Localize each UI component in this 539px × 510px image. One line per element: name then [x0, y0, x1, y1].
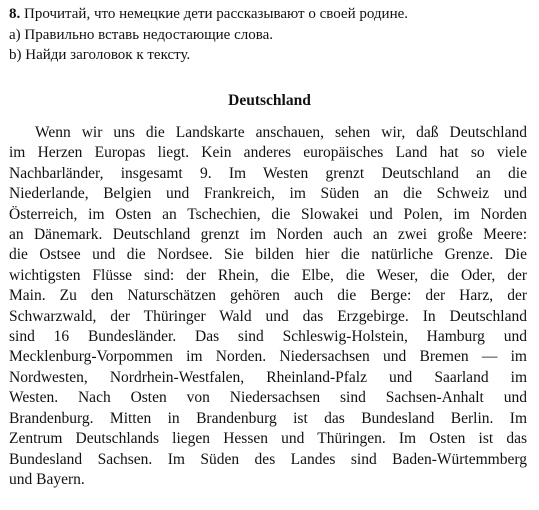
article-line: Niederlande, Belgien und Frankreich, im Süden an die Schweiz und [9, 185, 527, 203]
article-body [9, 123, 527, 490]
article-line: Bundesland Sachsen. Im Süden des Landes sind Baden-Würtemmberg [9, 450, 527, 468]
article-line: Westen. Nach Osten von Niedersachsen sind Sachsen-Anhalt und [9, 389, 527, 407]
article-line: Mecklenburg-Vorpommen im Norden. Niedersachsen und Bremen — im [9, 348, 527, 366]
article-line: Nachbarländer, insgesamt 9. Im Westen grenzt Deutschland an die [9, 164, 527, 182]
article-line: an Dänemark. Deutschland grenzt im Norden auch an zwei große Meere: [9, 226, 527, 244]
article-title: Deutschland [228, 92, 311, 109]
article-line: Österreich, im Osten an Tschechien, die Slowakei und Polen, im Norden [9, 205, 527, 223]
article-line: wichtigsten Flüsse sind: der Rhein, die Elbe, die Weser, die Oder, der [9, 266, 527, 284]
article-line: Schwarzwald, der Thüringer Wald und das Erzgebirge. In Deutschland [9, 307, 527, 325]
task-part-b: b) Найди заголовок к тексту. [9, 47, 191, 63]
task-part-a: а) Правильно вставь недостающие слова. [9, 26, 274, 43]
article-line: Wenn wir uns die Landskarte anschauen, sehen wir, daß Deutschland [35, 124, 527, 141]
article-line: Nordwesten, Nordrhein-Westfalen, Rheinland-Pfalz und Saarland im [9, 368, 527, 386]
article-line: Brandenburg. Mitten in Brandenburg ist das Bundesland Berlin. Im [9, 409, 527, 427]
article-line: im Herzen Europas liegt. Kein anderes europäisches Land hat so viele [9, 144, 527, 162]
article-line: die Ostsee und die Nordsee. Sie bilden hier die natürliche Grenze. Die [9, 246, 527, 264]
task-number: 8. [9, 6, 21, 22]
task-instruction: Прочитай, что немецкие дети рассказывают о своей родине. [24, 6, 409, 22]
task-block [9, 4, 534, 66]
article-line: sind 16 Bundesländer. Das sind Schleswig-Holstein, Hamburg und [9, 328, 527, 346]
article-line: und Bayern. [9, 470, 85, 488]
article-line: Zentrum Deutschlands liegen Hessen und Thüringen. Im Osten ist das [9, 430, 527, 448]
article-line: Main. Zu den Naturschätzen gehören auch die Berge: der Harz, der [9, 287, 527, 305]
task-instruction-line [9, 4, 534, 25]
